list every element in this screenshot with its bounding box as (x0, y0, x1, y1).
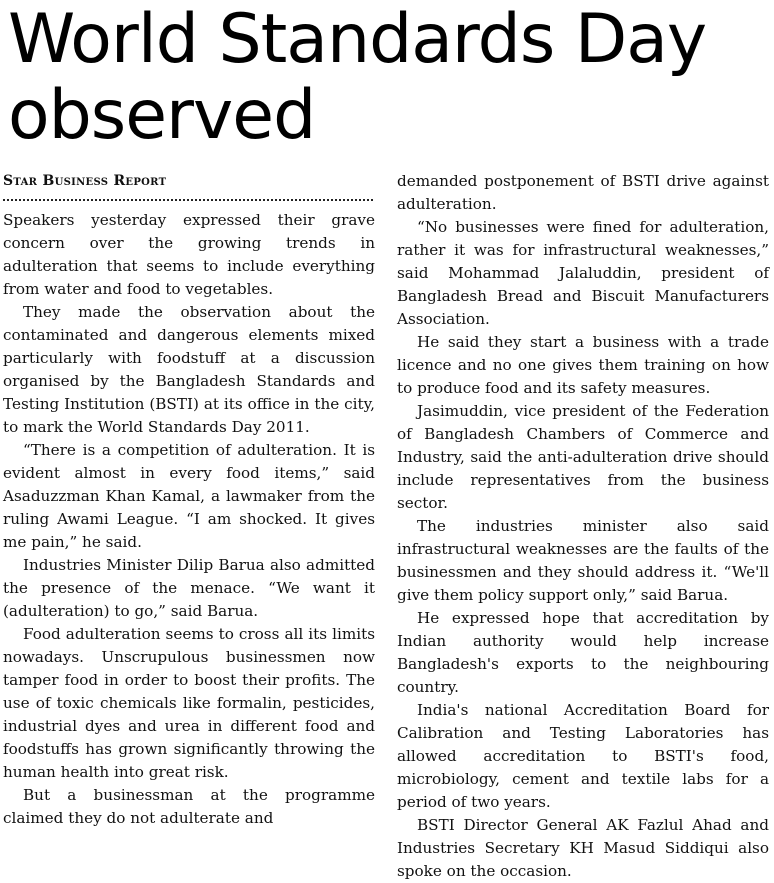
paragraph: They made the observation about the contaminated and dangerous elements mixed particularly with foodstuff at a discussion organised by the Bangladesh Standards and Testing Institution (BSTI) at its office in the city, to mark the World Standards Day 2011. (3, 303, 375, 436)
article-column-right (397, 170, 769, 883)
paragraph: The industries minister also said infrastructural weaknesses are the faults of the businessmen and they should address it. “We'll give them policy support only,” said Barua. (397, 517, 769, 604)
paragraph: He expressed hope that accreditation by Indian authority would help increase Bangladesh's exports to the neighbouring country. (397, 609, 769, 696)
paragraph-continuation: demanded postponement of BSTI drive against adulteration. (397, 172, 769, 213)
dotted-divider (3, 193, 373, 201)
paragraph: India's national Accreditation Board for Calibration and Testing Laboratories has allowed accreditation to BSTI's food, microbiology, cement and textile labs for a period of two years. (397, 701, 769, 811)
paragraph: “There is a competition of adulteration. It is evident almost in every food items,” said Asaduzzman Khan Kamal, a lawmaker from the ruling Awami League. “I am shocked. It gives me pain,” he said. (3, 441, 375, 551)
paragraph: “No businesses were fined for adulteration, rather it was for infrastructural weaknesses,” said Mohammad Jalaluddin, president of Bangladesh Bread and Biscuit Manufacturers Association. (397, 218, 769, 328)
article-column-left (3, 170, 375, 830)
paragraph: Jasimuddin, vice president of the Federation of Bangladesh Chambers of Commerce and Industry, said the anti-adulteration drive should include representatives from the business sector. (397, 402, 769, 512)
headline: World Standards Day observed (8, 0, 707, 155)
paragraph: Speakers yesterday expressed their grave concern over the growing trends in adulteration that seems to include everything from water and food to vegetables. (3, 211, 375, 298)
byline: Star Business Report (3, 173, 167, 189)
paragraph: But a businessman at the programme claimed they do not adulterate and (3, 786, 375, 827)
paragraph: Industries Minister Dilip Barua also admitted the presence of the menace. “We want it (adulteration) to go,” said Barua. (3, 556, 375, 620)
paragraph: Food adulteration seems to cross all its limits nowadays. Unscrupulous businessmen now tamper food in order to boost their profits. The use of toxic chemicals like formalin, pesticides, industrial dyes and urea in different food and foodstuffs has grown significantly throwing the human health into great risk. (3, 625, 375, 781)
paragraph: He said they start a business with a trade licence and no one gives them training on how to produce food and its safety measures. (397, 333, 769, 397)
paragraph: BSTI Director General AK Fazlul Ahad and Industries Secretary KH Masud Siddiqui also spoke on the occasion. (397, 816, 769, 880)
